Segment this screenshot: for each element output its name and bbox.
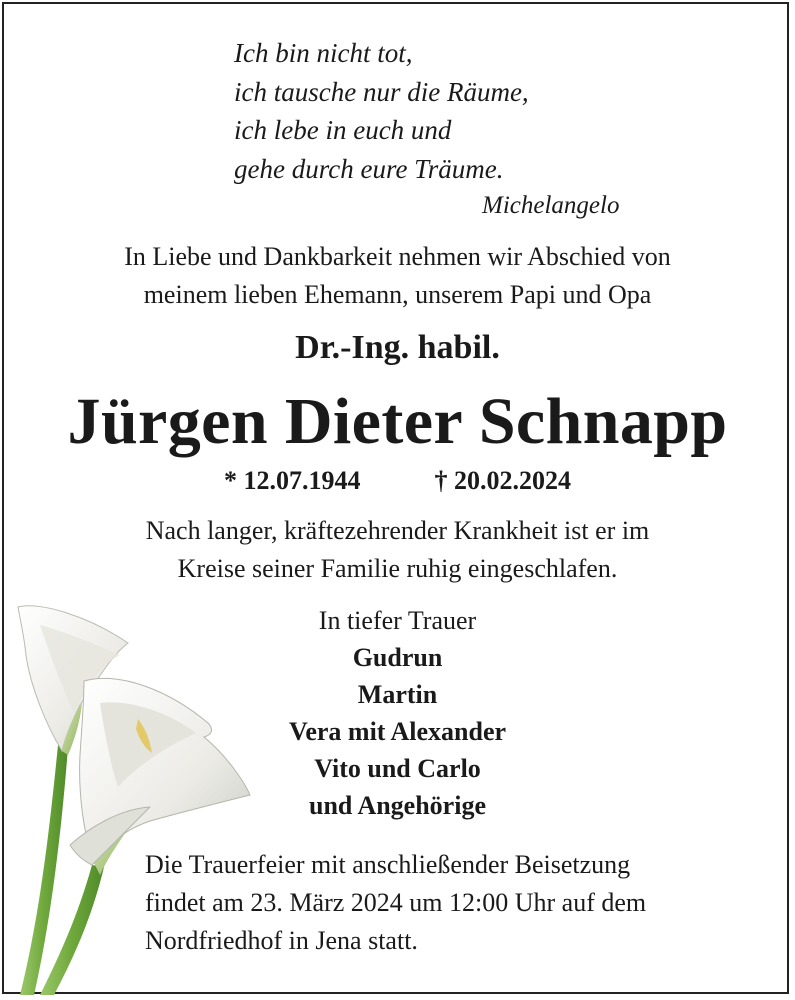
notice-line: Nach langer, kräftezehrender Krankheit ist er im <box>145 516 650 545</box>
deceased-name: Jürgen Dieter Schnapp <box>67 385 728 458</box>
intro-line: In Liebe und Dankbarkeit nehmen wir Abschied von <box>124 242 671 271</box>
death-notice <box>0 512 795 588</box>
poem <box>234 34 529 188</box>
mourner-name: Gudrun <box>352 643 443 672</box>
birth-date: * 12.07.1944 <box>224 466 361 495</box>
academic-title: Dr.-Ing. habil. <box>295 329 500 366</box>
funeral-line: Nordfriedhof in Jena statt. <box>145 926 418 955</box>
funeral-line: findet am 23. März 2024 um 12:00 Uhr auf dem <box>145 888 647 917</box>
mourner-name: und Angehörige <box>309 791 486 820</box>
poem-line: Ich bin nicht tot, <box>234 38 413 68</box>
poem-line: ich lebe in euch und <box>234 115 452 145</box>
poem-author: Michelangelo <box>482 192 620 219</box>
funeral-info <box>145 846 646 960</box>
death-date: † 20.02.2024 <box>434 466 571 495</box>
intro-text <box>0 238 795 314</box>
mourner-name: Vito und Carlo <box>314 754 481 783</box>
funeral-line: Die Trauerfeier mit anschließender Beisetzung <box>145 850 631 879</box>
poem-line: ich tausche nur die Räume, <box>234 76 529 107</box>
intro-line: meinem lieben Ehemann, unserem Papi und Opa <box>143 280 652 309</box>
mourner-name: Martin <box>357 680 438 709</box>
mourner-name: Vera mit Alexander <box>288 717 507 746</box>
notice-line: Kreise seiner Familie ruhig eingeschlafen. <box>177 554 618 583</box>
mourners-heading: In tiefer Trauer <box>318 606 477 635</box>
poem-line: gehe durch eure Träume. <box>234 153 504 184</box>
life-dates <box>0 463 795 499</box>
mourners <box>0 602 795 824</box>
